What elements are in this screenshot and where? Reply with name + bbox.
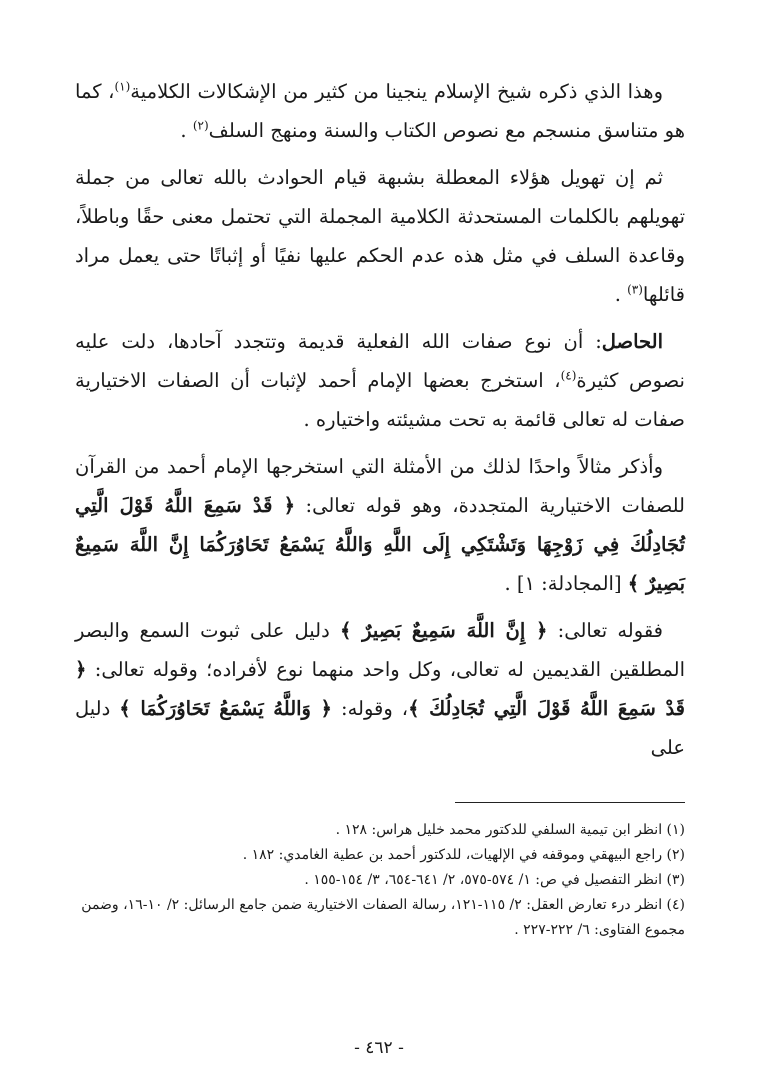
paragraph-text: فقوله تعالى:: [547, 619, 664, 642]
lead-word: الحاصل: [601, 330, 663, 353]
paragraph-2: [75, 158, 685, 314]
footnote-ref-2: (٢): [192, 118, 209, 133]
page-number: - ٤٦٢ -: [354, 1038, 404, 1058]
footnote-ref-4: (٤): [560, 368, 577, 383]
footnote-divider: [455, 802, 685, 803]
paragraph-text: .: [614, 283, 628, 306]
paragraph-text: : أن نوع صفات الله الفعلية قديمة وتتجدد آحادها، دلت عليه نصوص كثيرة: [75, 330, 685, 392]
quran-verse: ﴿ قَدْ سَمِعَ اللَّهُ قَوْلَ الَّتِي تُجَادِلُكَ فِي زَوْجِهَا وَتَشْتَكِي إِلَى اللَّهِ وَاللَّهُ يَسْمَعُ تَحَاوُرَكُمَا إِنَّ اللَّهَ سَمِيعٌ بَصِيرٌ ﴾: [75, 494, 685, 595]
quran-verse: ﴿ قَدْ سَمِعَ اللَّهُ قَوْلَ الَّتِي تُجَادِلُكَ ﴾: [75, 658, 685, 720]
paragraph-5: [75, 611, 685, 767]
paragraph-text: دليل على ثبوت السمع والبصر المطلقين القديمين له تعالى، وكل واحد منهما نوع لأفراده؛ وقوله تعالى:: [75, 619, 685, 681]
paragraph-4: [75, 447, 685, 603]
paragraph-text: ثم إن تهويل هؤلاء المعطلة بشبهة قيام الحوادث بالله تعالى من جملة تهويلهم بالكلمات المستحدثة الكلامية المجملة التي تحتمل معنى حقًا وباطلاً، وقاعدة السلف في مثل هذه عدم الحكم عليها نفيًا أو إثباتًا حتى يعمل مراد قائلها: [75, 166, 685, 306]
paragraph-text: ، كما هو متناسق منسجم مع نصوص الكتاب والسنة ومنهج السلف: [75, 80, 685, 142]
footnote-4: (٤) انظر درء تعارض العقل: ٢/ ١١٥-١٢١، رسالة الصفات الاختيارية ضمن جامع الرسائل: ٢/ ١٠-١٦، وضمن مجموع الفتاوى: ٦/ ٢٢٢-٢٢٧ .: [81, 897, 685, 938]
paragraph-text: ، وقوله:: [332, 697, 409, 720]
paragraph-3: [75, 322, 685, 439]
footnote-3: (٣) انظر التفصيل في ص: ١/ ٥٧٤-٥٧٥، ٢/ ٦٤١-٦٥٤، ٣/ ١٥٤-١٥٥ .: [304, 872, 685, 888]
paragraph-1: [75, 72, 685, 150]
paragraph-text: وهذا الذي ذكره شيخ الإسلام ينجينا من كثير من الإشكالات الكلامية: [130, 80, 663, 103]
paragraph-text: .: [180, 119, 193, 142]
quran-verse: ﴿ وَاللَّهُ يَسْمَعُ تَحَاوُرَكُمَا ﴾: [119, 697, 332, 720]
footnote-1: (١) انظر ابن تيمية السلفي للدكتور محمد خليل هراس: ١٢٨ .: [335, 822, 685, 838]
paragraph-text: دليل على: [75, 697, 685, 759]
footnote-2: (٢) راجع البيهقي وموقفه في الإلهيات، للدكتور أحمد بن عطية الغامدي: ١٨٢ .: [242, 847, 685, 863]
quran-verse: ﴿ إِنَّ اللَّهَ سَمِيعٌ بَصِيرٌ ﴾: [339, 619, 548, 642]
footnote-ref-1: (١): [114, 79, 131, 94]
footnotes: [75, 818, 685, 943]
main-text: [75, 72, 685, 775]
footnote-ref-3: (٣): [627, 282, 643, 297]
paragraph-text: [المجادلة: ١] .: [504, 572, 628, 595]
paragraph-text: وأذكر مثالاً واحدًا لذلك من الأمثلة التي استخرجها الإمام أحمد من القرآن للصفات الاختيارية المتجددة، وهو قوله تعالى:: [75, 455, 685, 517]
paragraph-text: ، استخرج بعضها الإمام أحمد لإثبات أن الصفات الاختيارية صفات له تعالى قائمة به تحت مشيئته واختياره .: [75, 369, 685, 431]
